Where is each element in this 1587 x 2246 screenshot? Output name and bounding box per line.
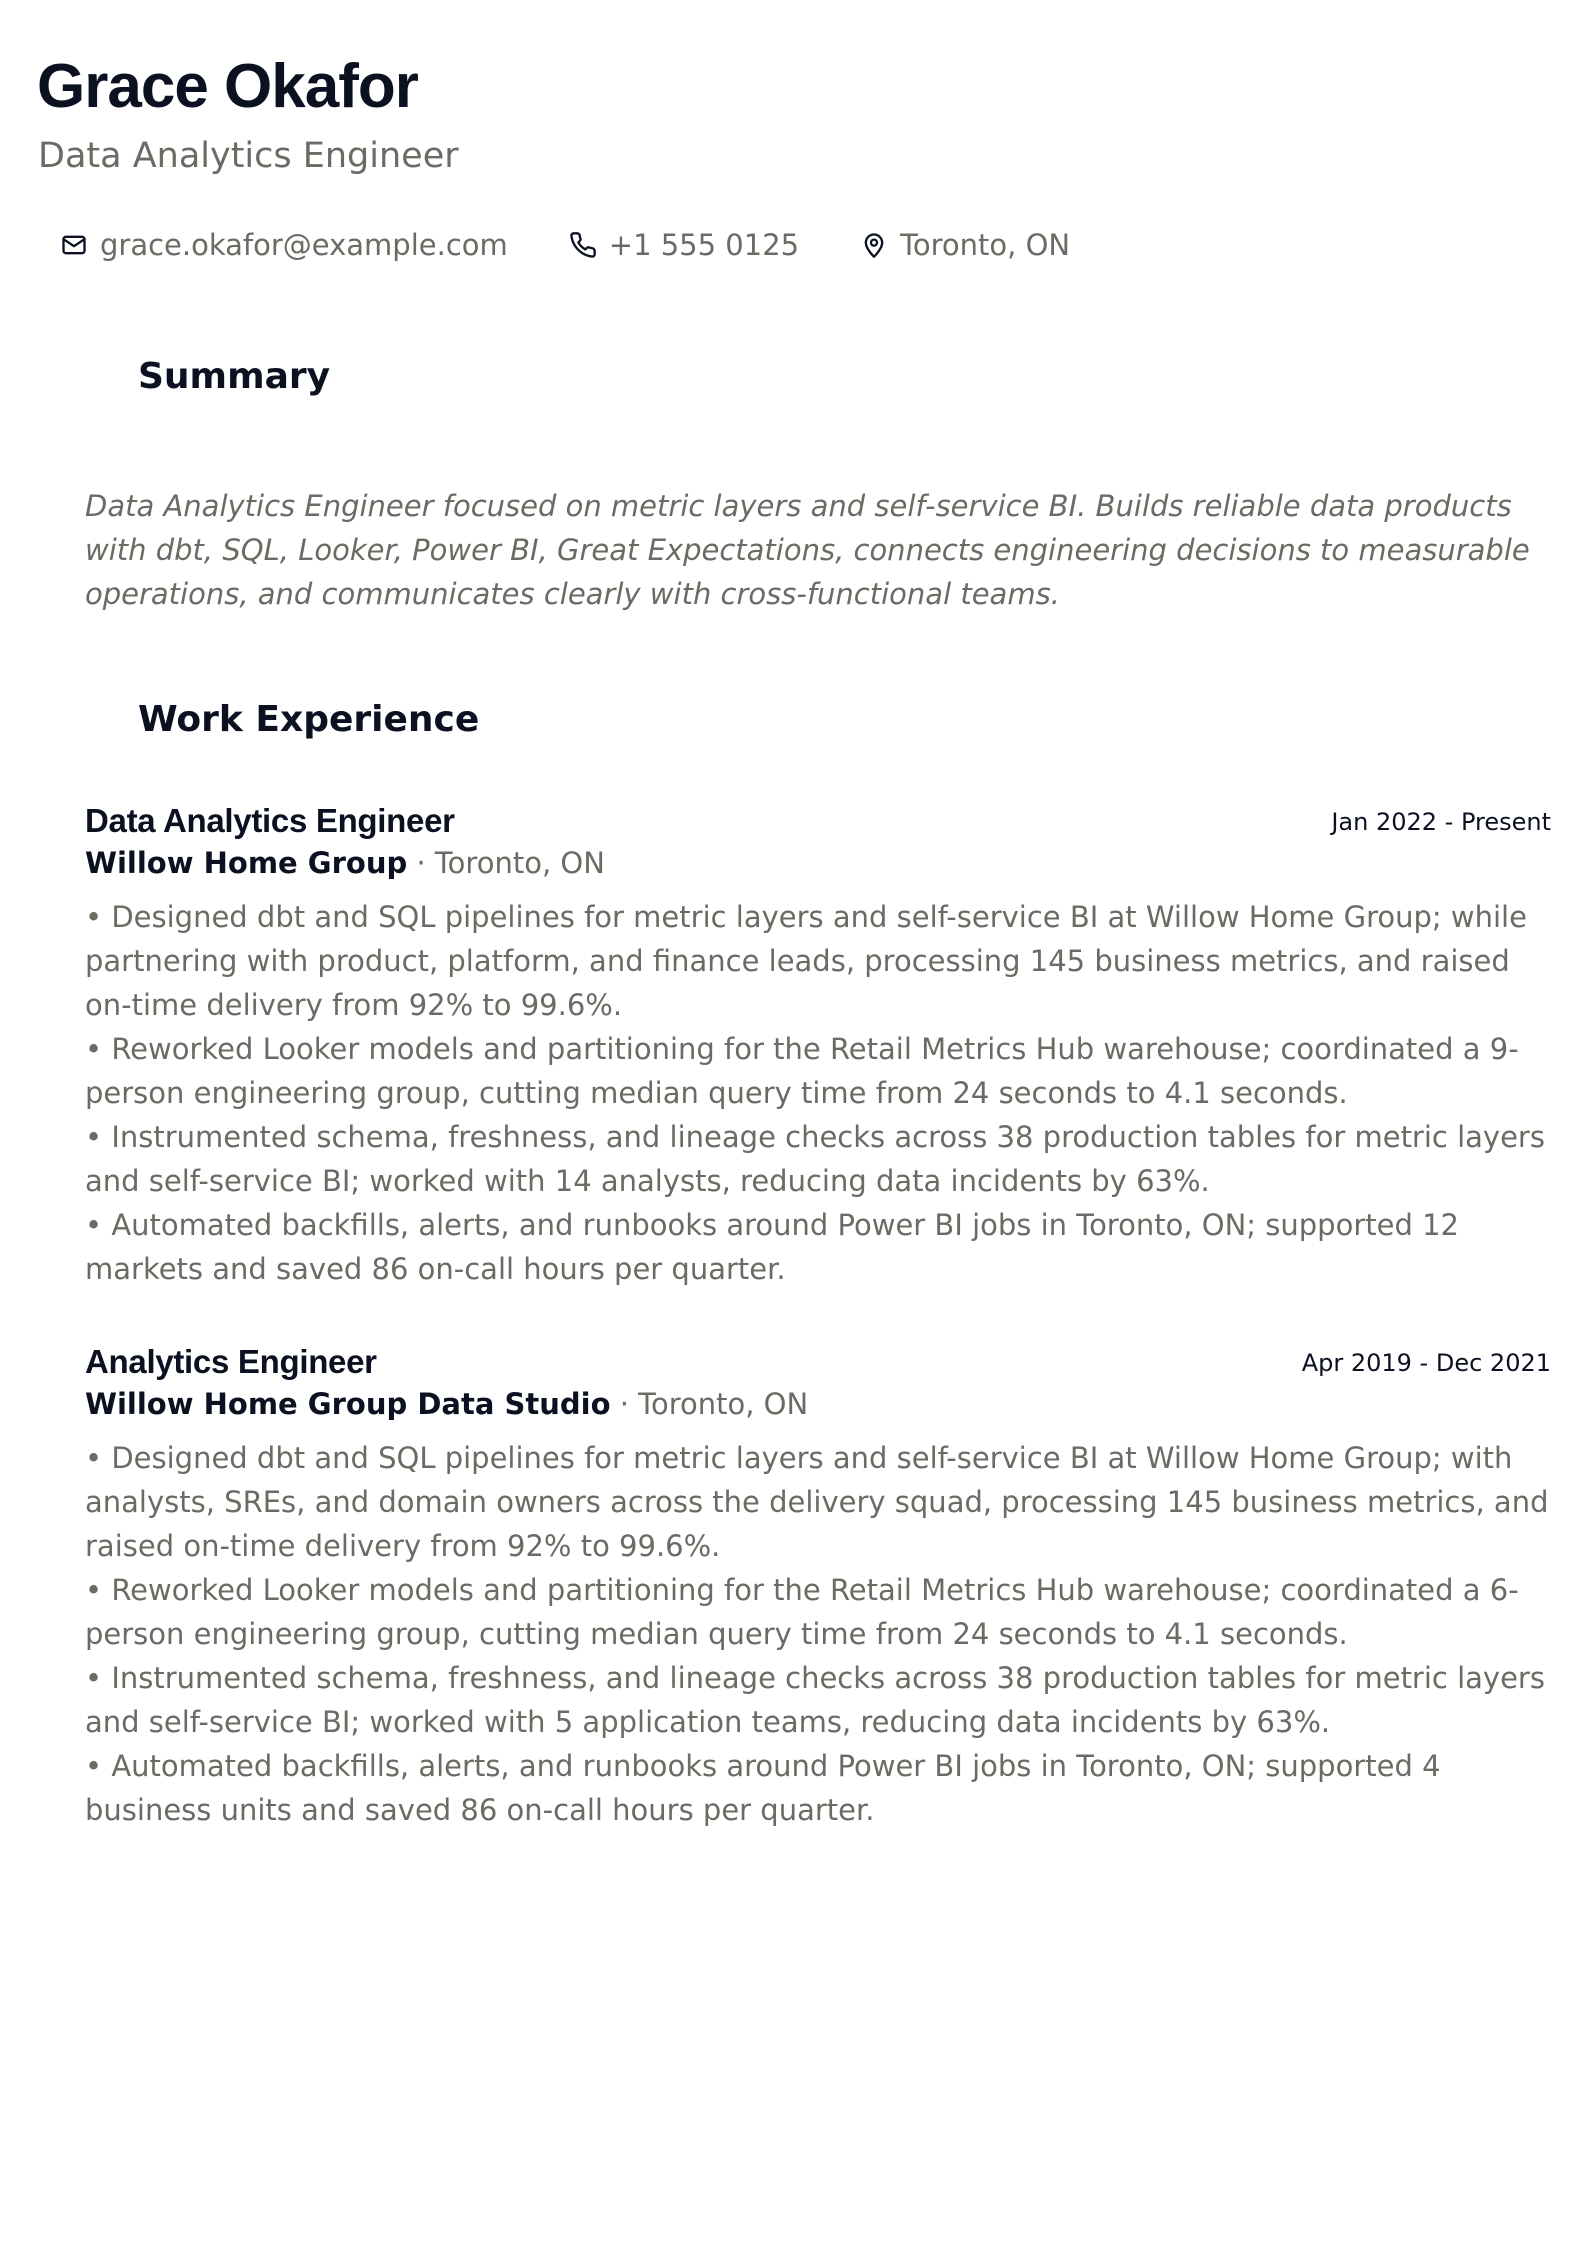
job-bullet: • Reworked Looker models and partitioning for the Retail Metrics Hub warehouse; coordinated a 9-person engineering group, cutting median query time from 24 seconds to 4.1 seconds. xyxy=(85,1032,1519,1110)
job-entry xyxy=(85,1342,1551,1832)
job-header xyxy=(85,801,1551,841)
summary-text: Data Analytics Engineer focused on metric layers and self-service BI. Builds reliable data products with dbt, SQL, Looker, Power BI, Great Expectations, connects engineering decisions to measurable operations, and communicates clearly with cross-functional teams. xyxy=(85,489,1530,611)
job-company-line xyxy=(85,1382,1551,1426)
job-company: Willow Home Group xyxy=(85,846,408,880)
job-location: Toronto, ON xyxy=(638,1387,809,1421)
job-bullet: • Automated backfills, alerts, and runbooks around Power BI jobs in Toronto, ON; supported 12 markets and saved 86 on-call hours per quarter. xyxy=(85,1208,1459,1286)
job-bullets xyxy=(85,1436,1551,1832)
job-bullets xyxy=(85,895,1551,1291)
job-bullet: • Designed dbt and SQL pipelines for metric layers and self-service BI at Willow Home Group; with analysts, SREs, and domain owners across the delivery squad, processing 145 business metrics, and raised on-time delivery from 92% to 99.6%. xyxy=(85,1441,1549,1563)
contact-phone[interactable] xyxy=(569,228,799,262)
location-text: Toronto, ON xyxy=(900,228,1071,262)
job-bullet: • Automated backfills, alerts, and runbooks around Power BI jobs in Toronto, ON; supported 4 business units and saved 86 on-call hours per quarter. xyxy=(85,1749,1441,1827)
summary-heading: Summary xyxy=(138,356,331,397)
job-dates: Jan 2022 - Present xyxy=(1331,808,1551,836)
job-bullet: • Instrumented schema, freshness, and lineage checks across 38 production tables for metric layers and self-service BI; worked with 14 analysts, reducing data incidents by 63%. xyxy=(85,1120,1545,1198)
job-bullet: • Reworked Looker models and partitioning for the Retail Metrics Hub warehouse; coordinated a 6-person engineering group, cutting median query time from 24 seconds to 4.1 seconds. xyxy=(85,1573,1519,1651)
mail-icon xyxy=(60,231,88,259)
phone-text: +1 555 0125 xyxy=(608,228,800,262)
job-title: Data Analytics Engineer xyxy=(85,802,455,839)
job-location: Toronto, ON xyxy=(434,846,605,880)
phone-icon xyxy=(569,231,597,259)
map-pin-icon xyxy=(860,231,888,259)
job-separator: · xyxy=(619,1387,639,1421)
job-dates: Apr 2019 - Dec 2021 xyxy=(1301,1349,1551,1377)
job-entry xyxy=(85,801,1551,1291)
candidate-name: Grace Okafor xyxy=(37,52,418,121)
contact-location xyxy=(860,228,1070,262)
contact-bar xyxy=(60,223,1131,267)
candidate-headline: Data Analytics Engineer xyxy=(38,136,459,176)
contact-email[interactable] xyxy=(60,228,508,262)
email-text: grace.okafor@example.com xyxy=(100,228,508,262)
job-title: Analytics Engineer xyxy=(85,1343,377,1380)
job-company: Willow Home Group Data Studio xyxy=(85,1387,611,1421)
job-header xyxy=(85,1342,1551,1382)
job-separator: · xyxy=(416,846,435,880)
job-bullet: • Instrumented schema, freshness, and lineage checks across 38 production tables for metric layers and self-service BI; worked with 5 application teams, reducing data incidents by 63%. xyxy=(85,1661,1545,1739)
job-company-line xyxy=(85,841,1551,885)
job-bullet: • Designed dbt and SQL pipelines for metric layers and self-service BI at Willow Home Group; while partnering with product, platform, and finance leads, processing 145 business metrics, and raised on-time delivery from 92% to 99.6%. xyxy=(85,900,1527,1022)
experience-heading: Work Experience xyxy=(138,699,480,740)
